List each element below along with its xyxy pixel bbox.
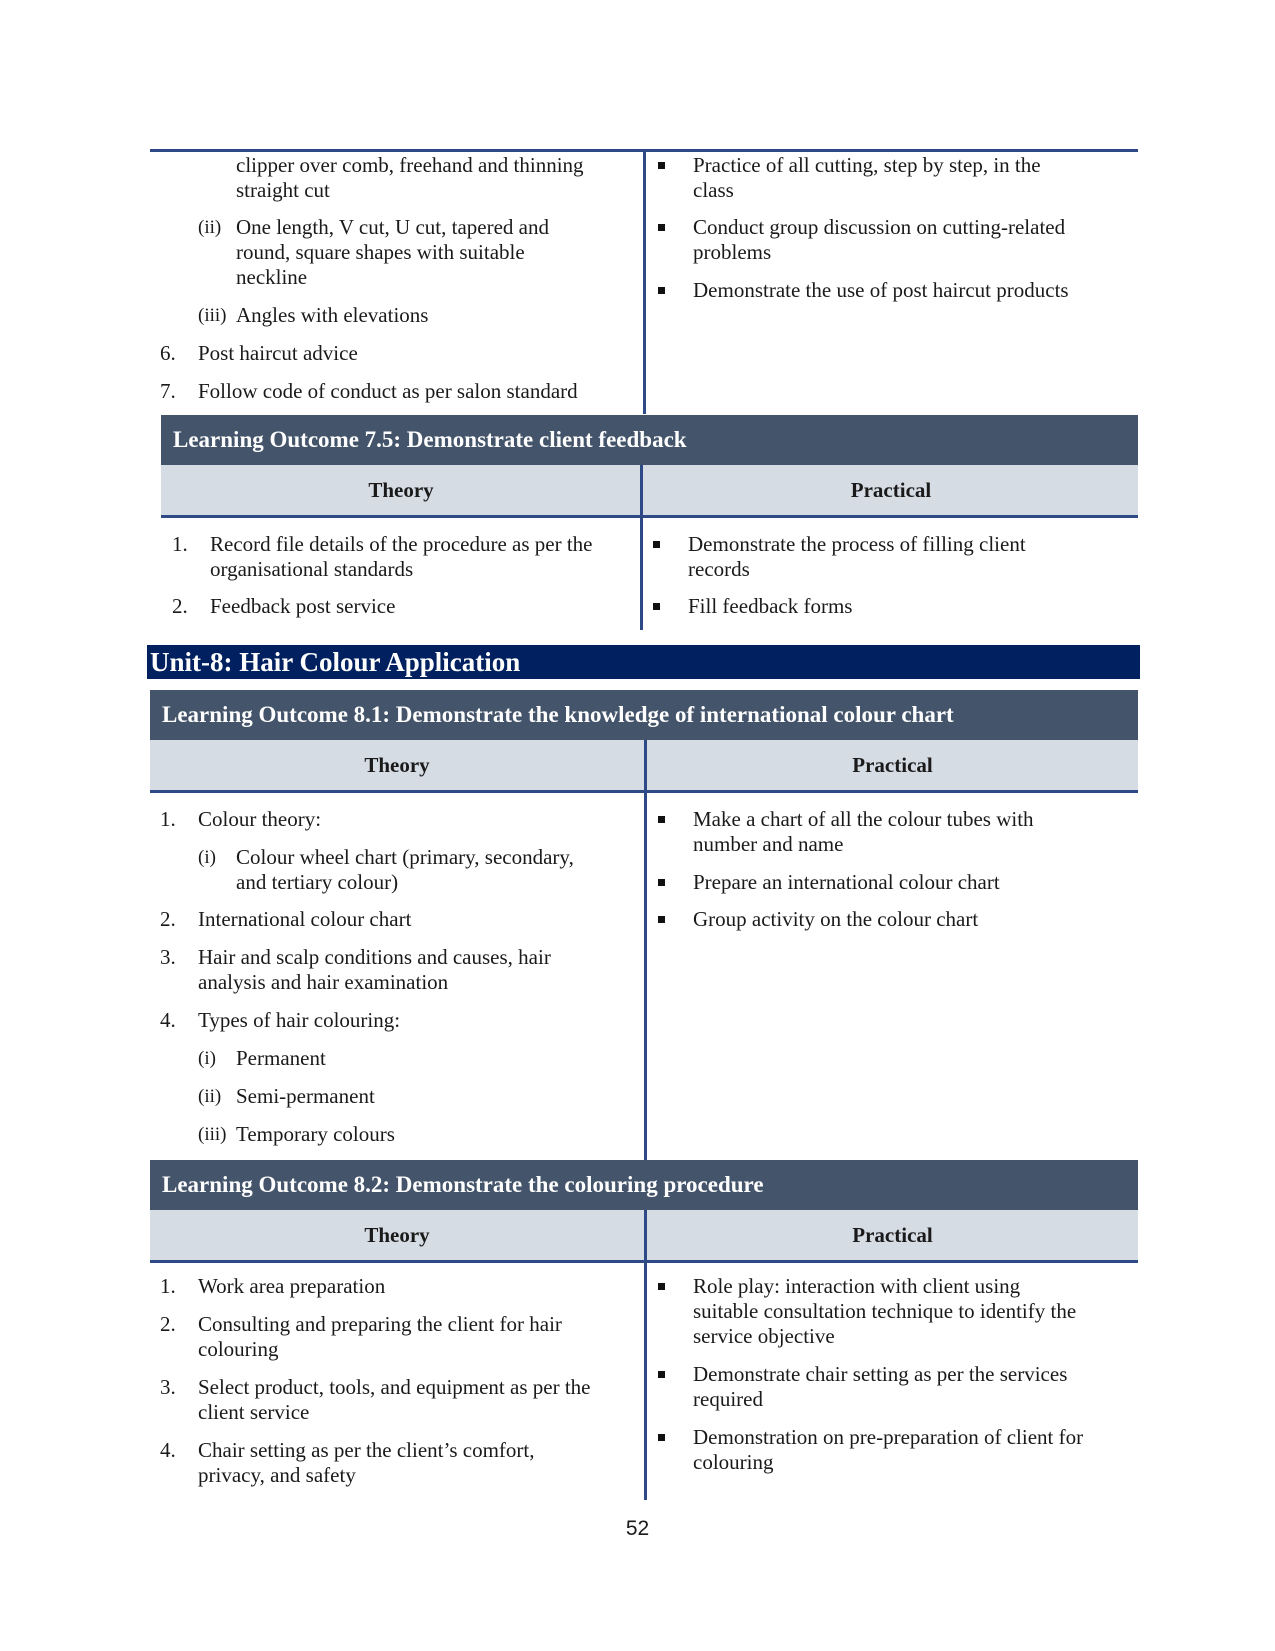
bullet-square-icon	[653, 603, 660, 610]
practical-header: Practical	[852, 752, 933, 777]
bullet-square-icon	[658, 224, 665, 231]
learning-outcome-8-1-title: Learning Outcome 8.1: Demonstrate the knowledge of international colour chart	[150, 690, 1138, 740]
theory-header: Theory	[364, 752, 430, 777]
theory-header: Theory	[364, 1222, 430, 1247]
practical-header: Practical	[852, 1222, 933, 1247]
bullet-square-icon	[658, 816, 665, 823]
bullet-square-icon	[658, 879, 665, 886]
unit-8-heading: Unit-8: Hair Colour Application	[147, 645, 1140, 679]
bullet-square-icon	[658, 162, 665, 169]
bullet-square-icon	[658, 1371, 665, 1378]
document-page: clipper over comb, freehand and thinning straight cut (ii) One length, V cut, U cut, tapered and round, square shapes with suitable neckline (iii) Angles with elevations 6. Post haircut advice 7. Follow code of conduct as per salon standard Practice of all cutting, step by step, in the class Conduct group discussion on cutting-related problems Demonstrate the use of post haircut products Learning Outcome 7.5: Demonstrate client feedback Theory Practical 1. Record file details of the procedure as per the organisational standards 2. Feedback post service Demonstrate the process of filling client records Fill feedback forms Unit-8: Hair Colour Application Learning Outcome 8.1: Demonstrate the knowledge of international colour chart Theory Practical 1. Colour theory: (i) Colour wheel chart (primary, secondary, and tertiary colour) 2. International colour chart 3. Hair and scalp conditions and causes, hair analysis and hair examination 4. Types of hair colouring: (i) Permanent (ii) Semi-permanent (iii) Temporary colours Make a chart of all the colour tubes with number and name Prepare an international colour chart Group activity on the colour chart Learning Outcome 8.2: Demonstrate the colouring procedure Theory Practical 1. Work area preparation 2. Consulting and preparing the client for hair colouring 3. Select product, tools, and equipment as per the client service 4. Chair setting as per the client’s comfort, privacy, and safety Role play: interaction with client using suitable consultation technique to identify the service objective Demonstrate chair setting as per the services required Demonstration on pre-preparation of client for colouring 52	[0, 0, 1275, 1651]
practical-header: Practical	[850, 477, 932, 502]
bullet-square-icon	[658, 287, 665, 294]
column-divider	[640, 465, 643, 630]
page-number: 52	[625, 1517, 650, 1540]
column-divider	[643, 149, 646, 414]
column-divider	[644, 1210, 647, 1500]
learning-outcome-7-5-title: Learning Outcome 7.5: Demonstrate client feedback	[161, 415, 1138, 465]
bullet-square-icon	[658, 1283, 665, 1290]
bullet-square-icon	[658, 1434, 665, 1441]
bullet-square-icon	[653, 541, 660, 548]
theory-header: Theory	[368, 477, 434, 502]
column-divider	[644, 740, 647, 1160]
lo-7-5-table-header	[161, 465, 1138, 518]
learning-outcome-8-2-title: Learning Outcome 8.2: Demonstrate the colouring procedure	[150, 1160, 1138, 1210]
bullet-square-icon	[658, 916, 665, 923]
